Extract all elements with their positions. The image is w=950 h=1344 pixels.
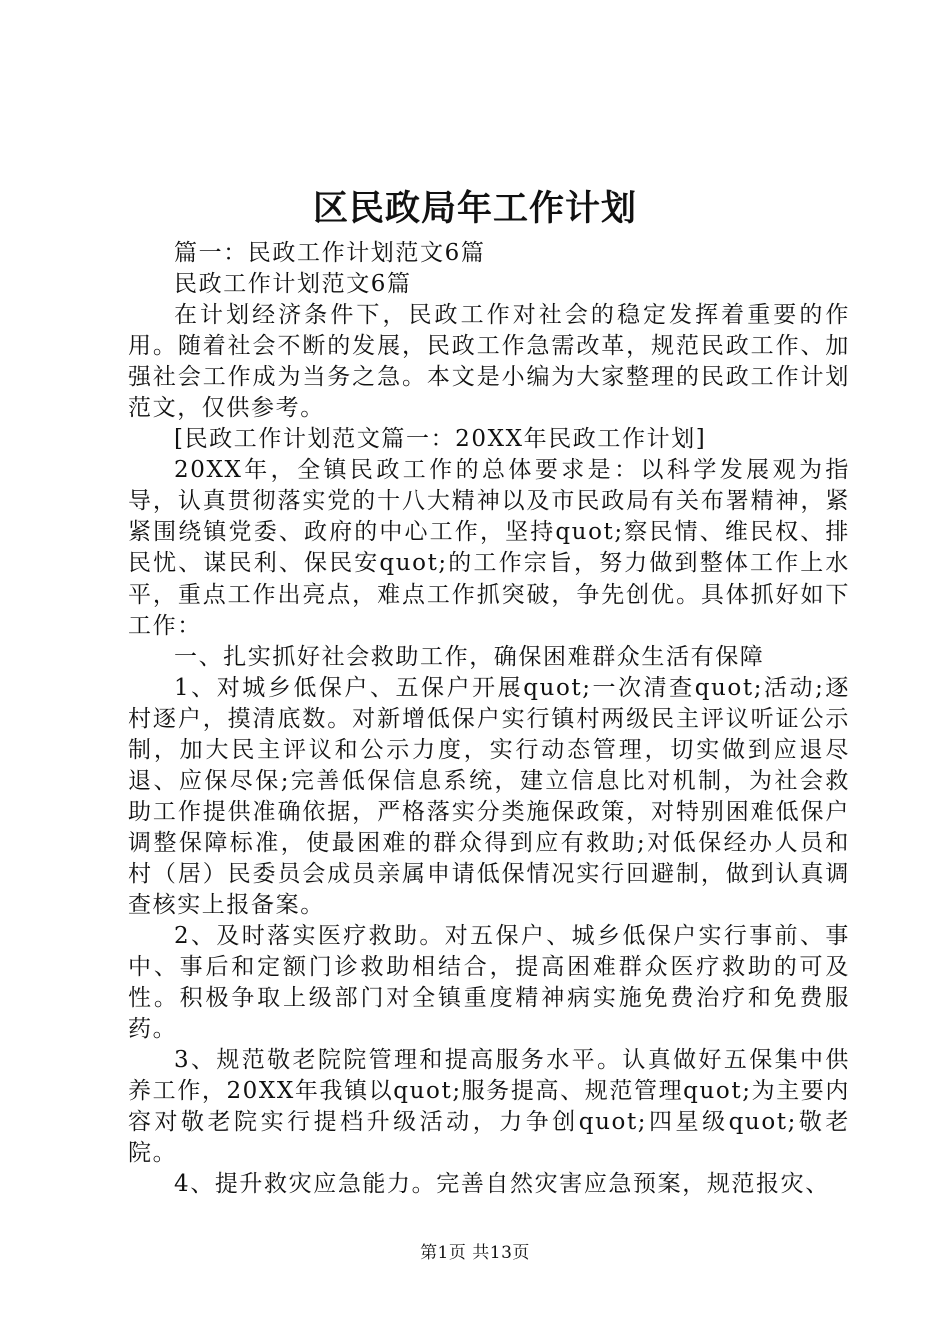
document-title: 区民政局年工作计划: [312, 188, 637, 229]
paragraph-10: 4、提升救灾应急能力。完善自然灾害应急预案，规范报灾、: [174, 1171, 830, 1198]
document-body: [128, 238, 850, 1200]
paragraph-3: 在计划经济条件下，民政工作对社会的稳定发挥着重要的作用。随着社会不断的发展，民政工作急需改革，规范民政工作、加强社会工作成为当务之急。本文是小编为大家整理的民政工作计划范文，仅供参考。: [128, 302, 850, 422]
paragraph-8: 2、及时落实医疗救助。对五保户、城乡低保户实行事前、事中、事后和定额门诊救助相结合，提高困难群众医疗救助的可及性。积极争取上级部门对全镇重度精神病实施免费治疗和免费服药。: [128, 923, 850, 1043]
page-footer: 第1页 共13页: [420, 1243, 530, 1263]
paragraph-1: 篇一：民政工作计划范文6篇: [174, 240, 486, 266]
paragraph-9: 3、规范敬老院院管理和提高服务水平。认真做好五保集中供养工作，20XX年我镇以quot;服务提高、规范管理quot;为主要内容对敬老院实行提档升级活动，力争创quot;四星级quot;敬老院。: [128, 1047, 850, 1167]
paragraph-6: 一、扎实抓好社会救助工作，确保困难群众生活有保障: [174, 643, 765, 670]
paragraph-7: 1、对城乡低保户、五保户开展quot;一次清查quot;活动;逐村逐户，摸清底数。对新增低保户实行镇村两级民主评议听证公示制，加大民主评议和公示力度，实行动态管理，切实做到应退尽退、应保尽保;完善低保信息系统，建立信息比对机制，为社会救助工作提供准确依据，严格落实分类施保政策，对特别困难低保户调整保障标准，使最困难的群众得到应有救助;对低保经办人员和村（居）民委员会成员亲属申请低保情况实行回避制，做到认真调查核实上报备案。: [128, 674, 850, 918]
paragraph-5: 20XX年，全镇民政工作的总体要求是：以科学发展观为指导，认真贯彻落实党的十八大精神以及市民政局有关布署精神，紧紧围绕镇党委、政府的中心工作，坚持quot;察民情、维民权、排民忧、谋民利、保民安quot;的工作宗旨，努力做到整体工作上水平，重点工作出亮点，难点工作抓突破，争先创优。具体抓好如下工作：: [128, 457, 850, 639]
paragraph-4: [民政工作计划范文篇一：20XX年民政工作计划]: [174, 426, 707, 453]
paragraph-2: 民政工作计划范文6篇: [174, 271, 412, 298]
